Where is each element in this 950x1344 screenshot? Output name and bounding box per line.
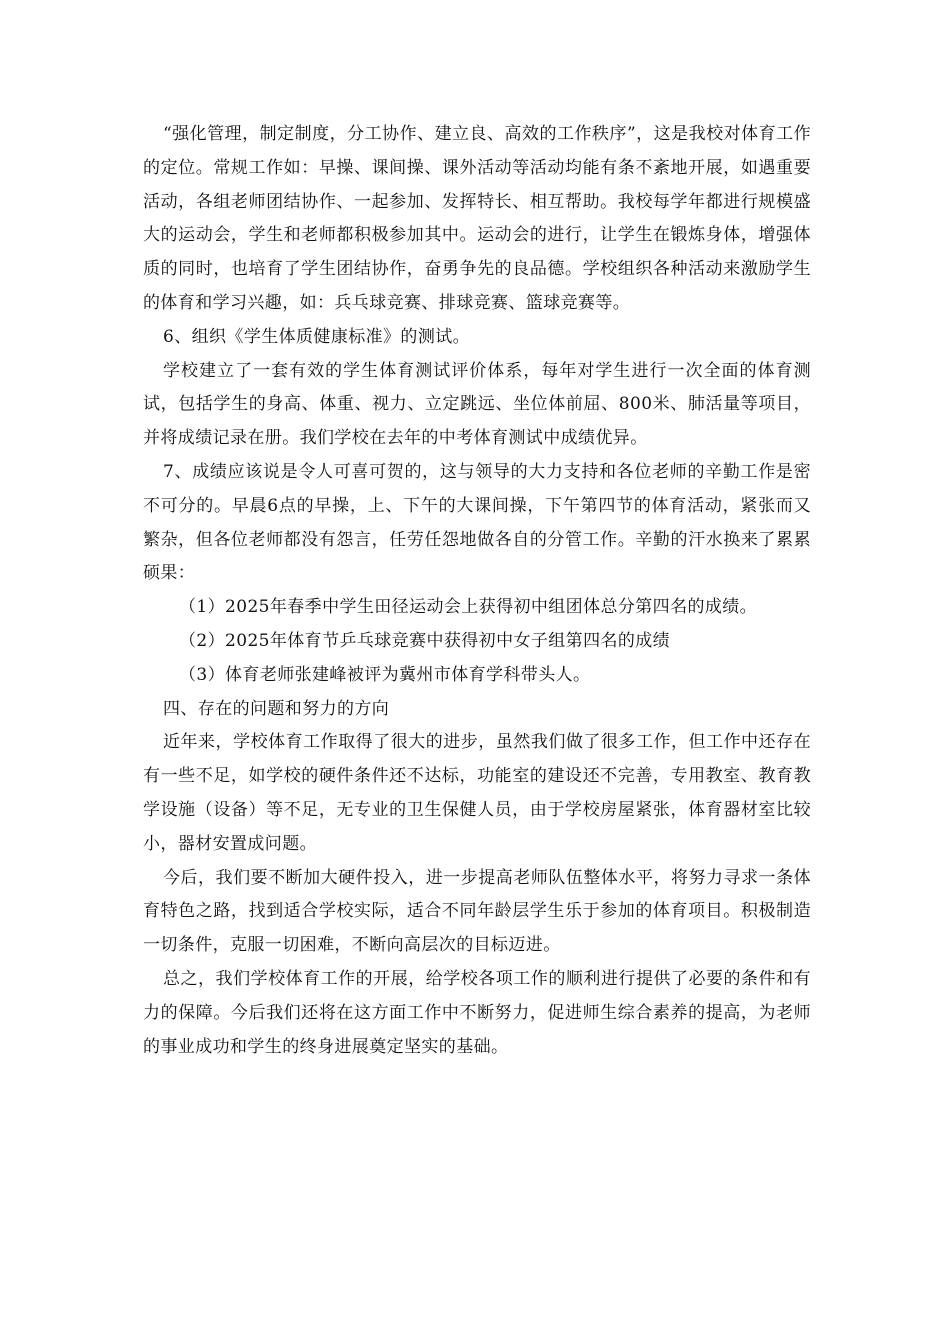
paragraph-problems: 近年来，学校体育工作取得了很大的进步，虽然我们做了很多工作，但工作中还存在有一些不足，如学校的硬件条件还不达标，功能室的建设还不完善，专用教室、教育教学设施（设备）等不足，无专业的卫生保健人员，由于学校房屋紧张，体育器材室比较小，器材安置成问题。 <box>143 732 811 854</box>
heading-fitness-test: 6、组织《学生体质健康标准》的测试。 <box>163 326 471 347</box>
paragraph-management: “强化管理，制定制度，分工协作、建立良、高效的工作秩序”，这是我校对体育工作的定位。常规工作如：早操、课间操、课外活动等活动均能有条不紊地开展，如遇重要活动，各组老师团结协作、一起参加、发挥特长、相互帮助。我校每学年都进行规模盛大的运动会，学生和老师都积极参加其中。运动会的进行，让学生在锻炼身体，增强体质的同时，也培育了学生团结协作，奋勇争先的良品德。学校组织各种活动来激励学生的体育和学习兴趣，如：兵乓球竞赛、排球竞赛、篮球竞赛等。 <box>143 124 811 313</box>
list-item-achievement-3: （3）体育老师张建峰被评为冀州市体育学科带头人。 <box>179 664 591 685</box>
paragraph-future: 今后，我们要不断加大硬件投入，进一步提高老师队伍整体水平，将努力寻求一条体育特色之路，找到适合学校实际，适合不同年龄层学生乐于参加的体育项目。积极制造一切条件，克服一切困难，不断向高层次的目标迈进。 <box>143 867 811 956</box>
heading-problems: 四、存在的问题和努力的方向 <box>163 698 390 719</box>
document-body <box>143 118 811 1064</box>
list-item-achievement-1: （1）2025年春季中学生田径运动会上获得初中组团体总分第四名的成绩。 <box>179 597 758 618</box>
list-item-achievement-2: （2）2025年体育节乒乓球竞赛中获得初中女子组第四名的成绩 <box>179 630 671 651</box>
paragraph-achievements: 7、成绩应该说是令人可喜可贺的，这与领导的大力支持和各位老师的辛勤工作是密不可分的。早晨6点的早操，上、下午的大课间操，下午第四节的体育活动，紧张而又繁杂，但各位老师都没有怨言，任劳任怨地做各自的分管工作。辛勤的汗水换来了累累硕果： <box>143 461 811 584</box>
paragraph-conclusion: 总之，我们学校体育工作的开展，给学校各项工作的顺利进行提供了必要的条件和有力的保障。今后我们还将在这方面工作中不断努力，促进师生综合素养的提高，为老师的事业成功和学生的终身进展奠定坚实的基础。 <box>143 968 811 1057</box>
paragraph-test-system: 学校建立了一套有效的学生体育测试评价体系，每年对学生进行一次全面的体育测试，包括学生的身高、体重、视力、立定跳远、坐位体前屈、800米、肺活量等项目，并将成绩记录在册。我们学校在去年的中考体育测试中成绩优异。 <box>143 360 811 449</box>
